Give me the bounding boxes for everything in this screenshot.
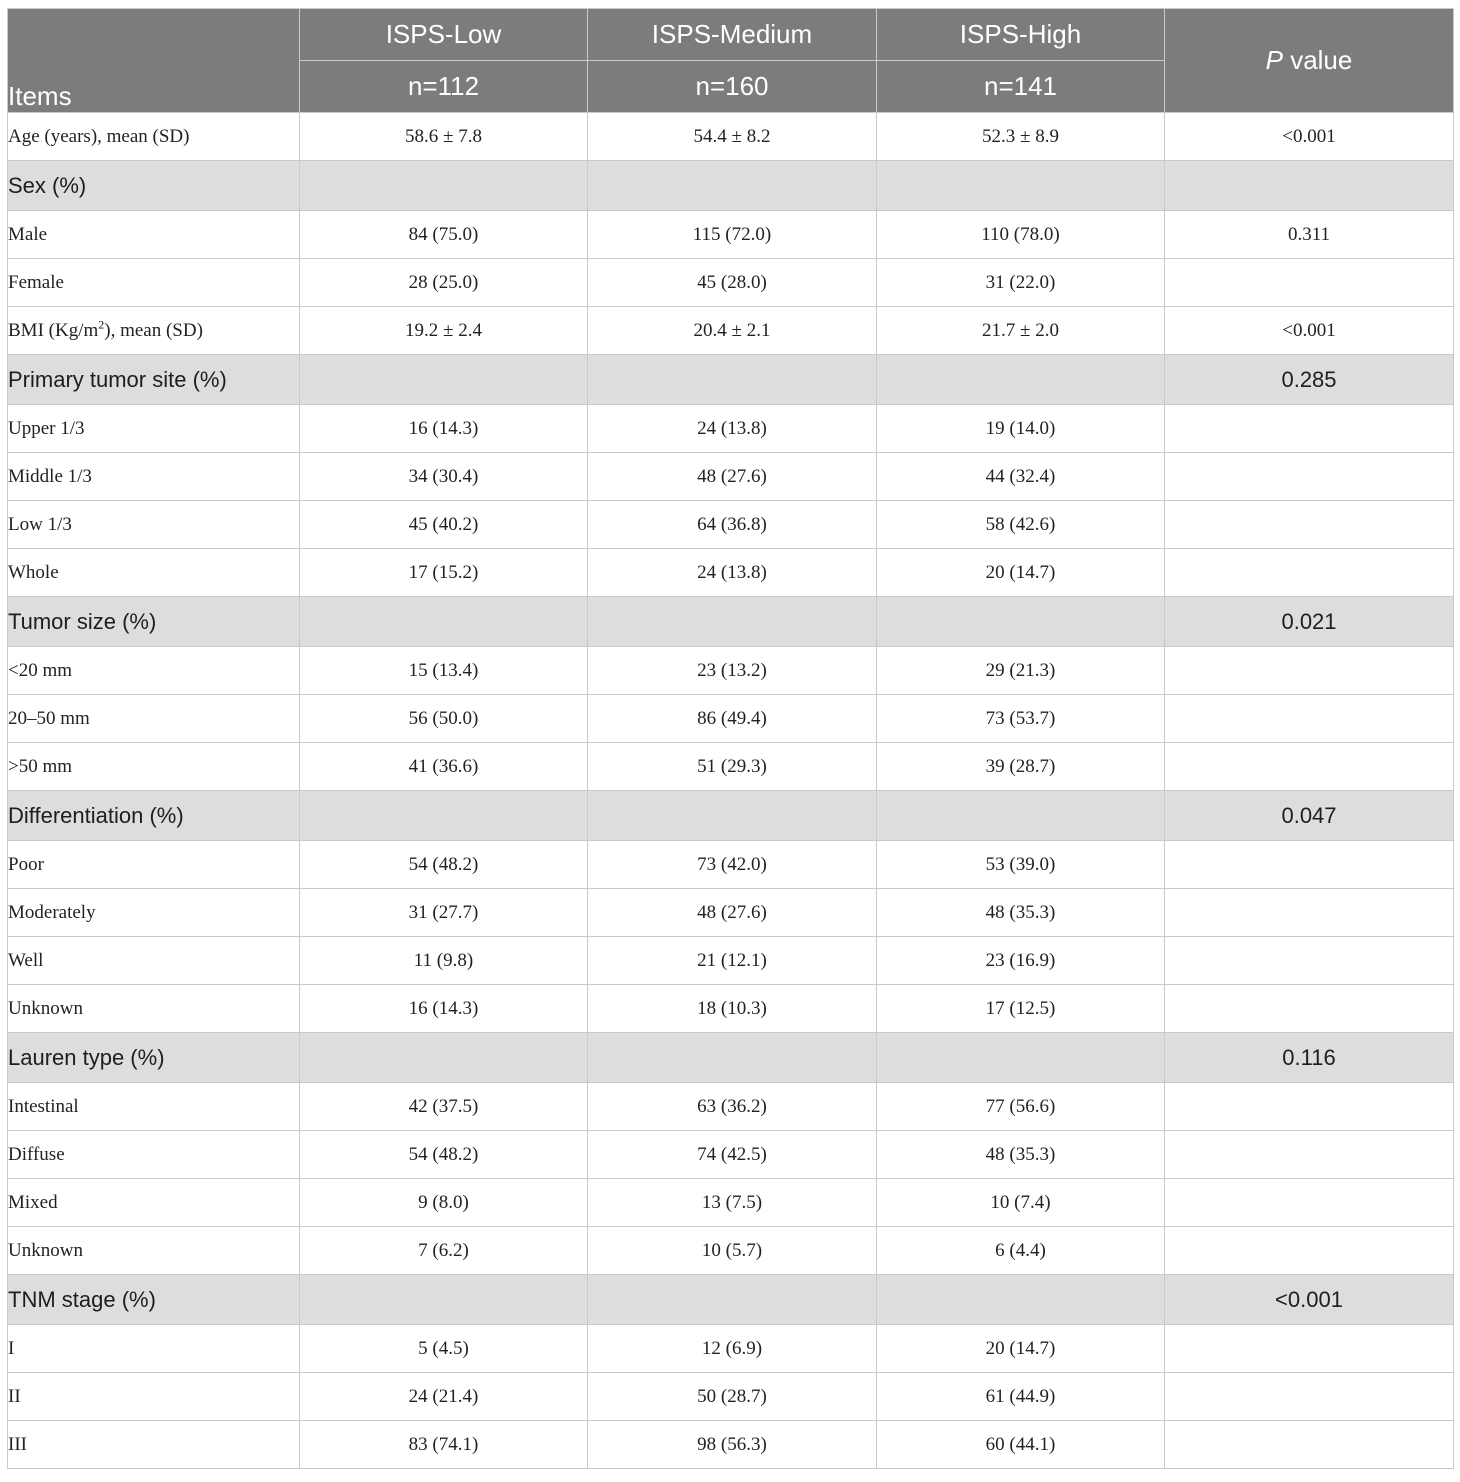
cell-medium: 12 (6.9) [588, 1325, 877, 1373]
cell-high: 53 (39.0) [877, 841, 1165, 889]
cell-medium: 51 (29.3) [588, 743, 877, 791]
cell-medium: 48 (27.6) [588, 453, 877, 501]
table-row-unknown-differentiation [8, 985, 1454, 1033]
cell-medium: 50 (28.7) [588, 1373, 877, 1421]
cell-high: 20 (14.7) [877, 1325, 1165, 1373]
cell-low: 54 (48.2) [300, 841, 588, 889]
section-label: Lauren type (%) [8, 1033, 300, 1083]
table-row-moderately [8, 889, 1454, 937]
cell-p-value: <0.001 [1165, 1275, 1454, 1325]
cell-low: 84 (75.0) [300, 211, 588, 259]
cell-low: 45 (40.2) [300, 501, 588, 549]
table-row-lt20 [8, 647, 1454, 695]
cell-high: 39 (28.7) [877, 743, 1165, 791]
cell-p-value [1165, 889, 1454, 937]
cell-medium: 54.4 ± 8.2 [588, 113, 877, 161]
cell-high: 48 (35.3) [877, 1131, 1165, 1179]
cell-medium [588, 355, 877, 405]
cell-low [300, 1275, 588, 1325]
row-label: <20 mm [8, 647, 300, 695]
row-label: 20–50 mm [8, 695, 300, 743]
cell-low: 34 (30.4) [300, 453, 588, 501]
cell-low: 7 (6.2) [300, 1227, 588, 1275]
cell-low: 24 (21.4) [300, 1373, 588, 1421]
cell-high: 110 (78.0) [877, 211, 1165, 259]
cell-high: 31 (22.0) [877, 259, 1165, 307]
cell-low: 56 (50.0) [300, 695, 588, 743]
section-row-site [8, 355, 1454, 405]
cell-p-value [1165, 549, 1454, 597]
row-label: Upper 1/3 [8, 405, 300, 453]
cell-medium: 63 (36.2) [588, 1083, 877, 1131]
cell-p-value [1165, 405, 1454, 453]
cell-medium: 20.4 ± 2.1 [588, 307, 877, 355]
cell-medium [588, 597, 877, 647]
cell-p-value [1165, 937, 1454, 985]
items-header: Items [8, 9, 300, 113]
header-row-groups [8, 9, 1454, 61]
cell-high: 61 (44.9) [877, 1373, 1165, 1421]
cell-medium: 115 (72.0) [588, 211, 877, 259]
cell-high [877, 791, 1165, 841]
cell-high: 6 (4.4) [877, 1227, 1165, 1275]
cell-high: 44 (32.4) [877, 453, 1165, 501]
cell-high: 23 (16.9) [877, 937, 1165, 985]
table-row-whole [8, 549, 1454, 597]
cell-low [300, 1033, 588, 1083]
cell-low [300, 161, 588, 211]
table-row-unknown-lauren [8, 1227, 1454, 1275]
cell-p-value [1165, 841, 1454, 889]
cell-high: 19 (14.0) [877, 405, 1165, 453]
bmi-label-pre: BMI (Kg/m [8, 319, 99, 341]
table-row-diffuse [8, 1131, 1454, 1179]
table-header [8, 9, 1454, 113]
cell-low: 31 (27.7) [300, 889, 588, 937]
cell-medium [588, 1275, 877, 1325]
cell-p-value: 0.311 [1165, 211, 1454, 259]
table-row-male [8, 211, 1454, 259]
cell-low: 28 (25.0) [300, 259, 588, 307]
table-row-mixed [8, 1179, 1454, 1227]
cell-high: 73 (53.7) [877, 695, 1165, 743]
cell-low: 16 (14.3) [300, 985, 588, 1033]
cell-medium: 45 (28.0) [588, 259, 877, 307]
cell-p-value [1165, 1131, 1454, 1179]
section-label: Primary tumor site (%) [8, 355, 300, 405]
cell-p-value: 0.116 [1165, 1033, 1454, 1083]
cell-p-value [1165, 1325, 1454, 1373]
cell-medium: 13 (7.5) [588, 1179, 877, 1227]
row-label: I [8, 1325, 300, 1373]
row-label: Low 1/3 [8, 501, 300, 549]
cell-high: 17 (12.5) [877, 985, 1165, 1033]
section-label: TNM stage (%) [8, 1275, 300, 1325]
cell-high: 52.3 ± 8.9 [877, 113, 1165, 161]
cell-p-value [1165, 501, 1454, 549]
cell-medium: 74 (42.5) [588, 1131, 877, 1179]
cell-low [300, 355, 588, 405]
cell-medium: 10 (5.7) [588, 1227, 877, 1275]
section-row-lauren-type [8, 1033, 1454, 1083]
row-label: Mixed [8, 1179, 300, 1227]
table-row-female [8, 259, 1454, 307]
cell-high [877, 161, 1165, 211]
group-count-high: n=141 [877, 61, 1165, 113]
cell-low: 42 (37.5) [300, 1083, 588, 1131]
cell-medium: 18 (10.3) [588, 985, 877, 1033]
table-row-well [8, 937, 1454, 985]
row-label: Diffuse [8, 1131, 300, 1179]
cell-high: 10 (7.4) [877, 1179, 1165, 1227]
cell-p-value [1165, 743, 1454, 791]
cell-p-value: 0.021 [1165, 597, 1454, 647]
row-label: II [8, 1373, 300, 1421]
cell-medium: 64 (36.8) [588, 501, 877, 549]
cell-high: 21.7 ± 2.0 [877, 307, 1165, 355]
row-label: Poor [8, 841, 300, 889]
cell-p-value [1165, 1227, 1454, 1275]
cell-high: 58 (42.6) [877, 501, 1165, 549]
cell-p-value: <0.001 [1165, 307, 1454, 355]
group-header-medium: ISPS-Medium [588, 9, 877, 61]
cell-p-value [1165, 453, 1454, 501]
table-row-stage-ii [8, 1373, 1454, 1421]
cell-low: 5 (4.5) [300, 1325, 588, 1373]
cell-p-value: 0.285 [1165, 355, 1454, 405]
section-row-tumor-size [8, 597, 1454, 647]
group-header-high: ISPS-High [877, 9, 1165, 61]
row-label: Intestinal [8, 1083, 300, 1131]
cell-low [300, 791, 588, 841]
p-value-word: value [1282, 45, 1353, 75]
cell-p-value [1165, 161, 1454, 211]
table-row-low-third [8, 501, 1454, 549]
cell-high [877, 1033, 1165, 1083]
p-symbol: P [1265, 45, 1283, 75]
cell-medium: 86 (49.4) [588, 695, 877, 743]
cell-medium [588, 161, 877, 211]
section-row-differentiation [8, 791, 1454, 841]
cell-high: 77 (56.6) [877, 1083, 1165, 1131]
cell-high: 60 (44.1) [877, 1421, 1165, 1469]
cell-low: 15 (13.4) [300, 647, 588, 695]
table-row-bmi [8, 307, 1454, 355]
data-table [7, 8, 1454, 1469]
cell-p-value [1165, 985, 1454, 1033]
cell-low: 54 (48.2) [300, 1131, 588, 1179]
cell-medium [588, 1033, 877, 1083]
bmi-label-sup: 2 [98, 317, 105, 332]
cell-medium: 21 (12.1) [588, 937, 877, 985]
bmi-label-post: ), mean (SD) [104, 319, 203, 341]
cell-medium: 48 (27.6) [588, 889, 877, 937]
cell-low: 41 (36.6) [300, 743, 588, 791]
cell-p-value [1165, 647, 1454, 695]
row-label: Female [8, 259, 300, 307]
cell-high: 29 (21.3) [877, 647, 1165, 695]
cell-p-value: <0.001 [1165, 113, 1454, 161]
cell-high: 20 (14.7) [877, 549, 1165, 597]
table-row-20-50 [8, 695, 1454, 743]
table-row-stage-iii [8, 1421, 1454, 1469]
cell-medium [588, 791, 877, 841]
cell-p-value [1165, 1421, 1454, 1469]
cell-low: 58.6 ± 7.8 [300, 113, 588, 161]
table-row-gt50 [8, 743, 1454, 791]
row-label: Whole [8, 549, 300, 597]
p-value-header [1165, 9, 1454, 113]
section-label: Differentiation (%) [8, 791, 300, 841]
row-label: >50 mm [8, 743, 300, 791]
cell-high: 48 (35.3) [877, 889, 1165, 937]
section-row-tnm-stage [8, 1275, 1454, 1325]
row-label: Unknown [8, 1227, 300, 1275]
row-label: Age (years), mean (SD) [8, 113, 300, 161]
table-row-age [8, 113, 1454, 161]
section-row-sex [8, 161, 1454, 211]
cell-high [877, 355, 1165, 405]
cell-medium: 98 (56.3) [588, 1421, 877, 1469]
cell-low: 83 (74.1) [300, 1421, 588, 1469]
cell-p-value [1165, 1373, 1454, 1421]
cell-low: 9 (8.0) [300, 1179, 588, 1227]
cell-p-value [1165, 1179, 1454, 1227]
table-row-intestinal [8, 1083, 1454, 1131]
section-label: Tumor size (%) [8, 597, 300, 647]
row-label [8, 307, 300, 355]
row-label: Middle 1/3 [8, 453, 300, 501]
group-count-medium: n=160 [588, 61, 877, 113]
cell-medium: 24 (13.8) [588, 405, 877, 453]
table-row-poor [8, 841, 1454, 889]
table-row-upper [8, 405, 1454, 453]
row-label: Male [8, 211, 300, 259]
cell-low: 11 (9.8) [300, 937, 588, 985]
cell-low: 17 (15.2) [300, 549, 588, 597]
cell-p-value [1165, 259, 1454, 307]
row-label: Unknown [8, 985, 300, 1033]
cell-low: 16 (14.3) [300, 405, 588, 453]
cell-p-value [1165, 695, 1454, 743]
section-label: Sex (%) [8, 161, 300, 211]
row-label: Moderately [8, 889, 300, 937]
table-row-middle [8, 453, 1454, 501]
table-body [8, 113, 1454, 1469]
group-header-low: ISPS-Low [300, 9, 588, 61]
cell-medium: 73 (42.0) [588, 841, 877, 889]
cell-high [877, 1275, 1165, 1325]
group-count-low: n=112 [300, 61, 588, 113]
cell-medium: 24 (13.8) [588, 549, 877, 597]
cell-p-value: 0.047 [1165, 791, 1454, 841]
cell-p-value [1165, 1083, 1454, 1131]
cell-medium: 23 (13.2) [588, 647, 877, 695]
table-row-stage-i [8, 1325, 1454, 1373]
cell-low [300, 597, 588, 647]
cell-low: 19.2 ± 2.4 [300, 307, 588, 355]
row-label: III [8, 1421, 300, 1469]
cell-high [877, 597, 1165, 647]
row-label: Well [8, 937, 300, 985]
